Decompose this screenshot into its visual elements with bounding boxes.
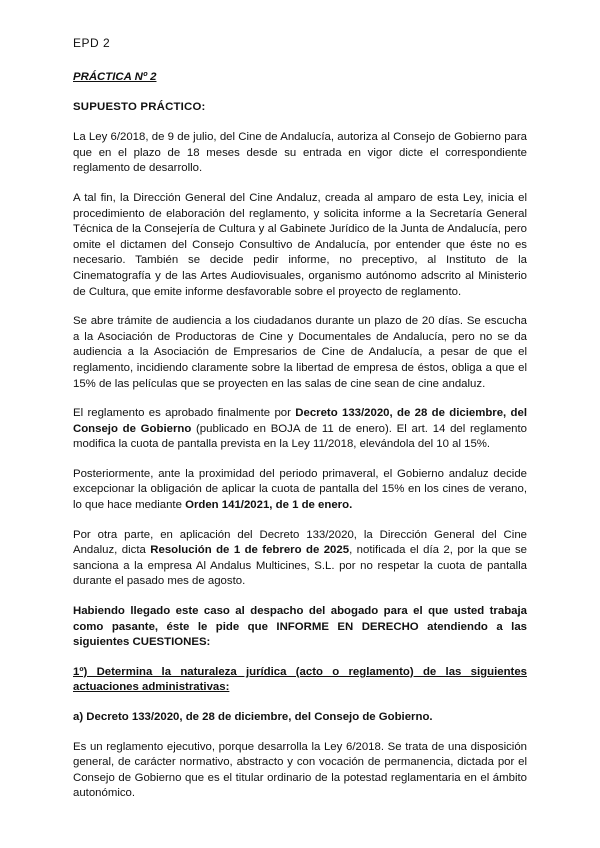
paragraph-decree xyxy=(73,406,527,453)
paragraph-instructions: Habiendo llegado este caso al despacho del abogado para el que usted trabaja como pasante, éste le pide que INFORME EN DERECHO atendiendo a las siguientes CUESTIONES: xyxy=(73,605,527,649)
page-header: EPD 2 xyxy=(73,36,111,50)
decree-detail: (publicado en BOJA de 11 de enero). El art. 14 del reglamento modifica la cuota de pantalla prevista en la Ley 11/2018, elevándola del 10 al 15%. xyxy=(73,422,527,451)
order-intro: Posteriormente, ante la proximidad del periodo primaveral, el Gobierno andaluz decide excepcionar la obligación de aplicar la cuota de pantalla del 15% en los cines de verano, lo que hace mediante xyxy=(73,467,527,512)
answer-1a: Es un reglamento ejecutivo, porque desarrolla la Ley 6/2018. Se trata de una disposición general, de carácter normativo, abstracto y con vocación de permanencia, dictada por el Consejo de Gobierno que es el titular ordinario de la potestad reglamentaria en el ámbito autonómico. xyxy=(73,740,527,800)
question-1a: a) Decreto 133/2020, de 28 de diciembre, del Consejo de Gobierno. xyxy=(73,711,433,723)
question-1: 1º) Determina la naturaleza jurídica (acto o reglamento) de las siguientes actuaciones administrativas: xyxy=(73,665,527,694)
resolution-intro: Por otra parte, en aplicación del Decreto 133/2020, la Dirección General del Cine Andaluz, dicta xyxy=(73,528,527,557)
resolution-detail: , notificada el día 2, por la que se sanciona a la empresa Al Andalus Multicines, S.L. por no respetar la cuota de pantalla durante el pasado mes de agosto. xyxy=(73,544,528,588)
paragraph-order xyxy=(73,467,527,514)
case-subtitle: SUPUESTO PRÁCTICO: xyxy=(73,100,206,113)
order-citation: Orden 141/2021, de 1 de enero. xyxy=(185,499,353,512)
paragraph-resolution xyxy=(73,528,527,590)
decree-citation: Decreto 133/2020, de 28 de diciembre, del Consejo de Gobierno xyxy=(73,407,527,435)
decree-intro: El reglamento es aprobado finalmente por xyxy=(73,407,296,420)
paragraph-procedure: A tal fin, la Dirección General del Cine Andaluz, creada al amparo de esta Ley, inicia el procedimiento de elaboración del reglamento, y solicita informe a la Secretaría General Técnica de la Consejería de Cultura y al Gabinete Jurídico de la Junta de Andalucía, pero omite el dictamen del Consejo Consultivo de Andalucía, por entender que éste no es necesario. También se decide pedir informe, no preceptivo, al Instituto de la Cinematografía y de las Artes Audiovisuales, organismo autónomo adscrito al Ministerio de Cultura, que emite informe desfavorable sobre el proyecto de reglamento. xyxy=(73,191,527,298)
practice-title: PRÁCTICA Nº 2 xyxy=(73,71,157,83)
resolution-citation: Resolución de 1 de febrero de 2025 xyxy=(150,544,350,557)
paragraph-hearing: Se abre trámite de audiencia a los ciudadanos durante un plazo de 20 días. Se escucha a la Asociación de Productoras de Cine y Documentales de Andalucía, pero no se da audiencia a la Asociación de Empresarios de Cine de Andalucía, a pesar de que el reglamento, incidiendo claramente sobre la libertad de empresa de éstos, obliga a que el 15% de las películas que se proyecten en las salas de cine sean de cine andaluz. xyxy=(73,315,527,390)
paragraph-law: La Ley 6/2018, de 9 de julio, del Cine de Andalucía, autoriza al Consejo de Gobierno para que en el plazo de 18 meses desde su entrada en vigor dicte el correspondiente reglamento de desarrollo. xyxy=(73,131,527,175)
document-body xyxy=(73,70,527,816)
